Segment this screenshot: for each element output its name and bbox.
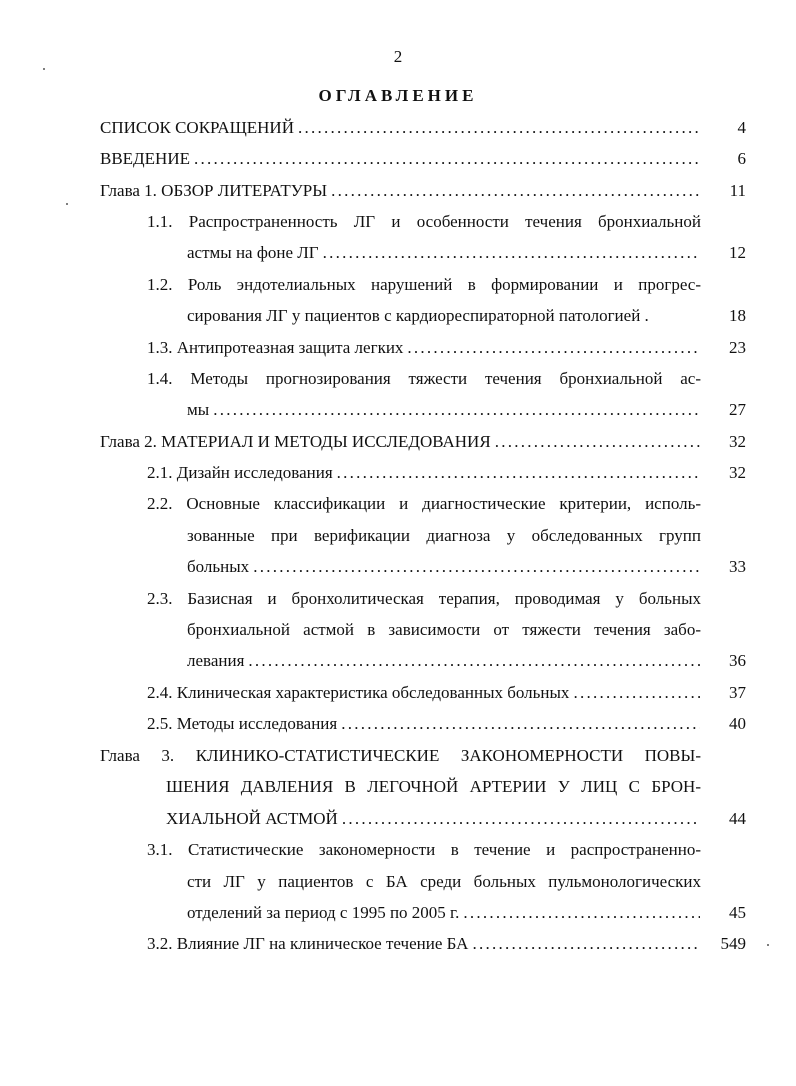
toc-page-number: 33 [729, 557, 746, 576]
toc-page-number: 36 [729, 651, 746, 670]
toc-entry-text: 3.2. Влияние ЛГ на клиническое течение БА [147, 934, 469, 953]
scan-speck [66, 203, 68, 205]
toc-entry-line [100, 432, 700, 452]
toc-heading: ОГЛАВЛЕНИЕ [318, 86, 478, 105]
toc-entry-text: ХИАЛЬНОЙ АСТМОЙ [166, 809, 338, 828]
toc-page-number: 4 [737, 118, 746, 137]
toc-page-number: 45 [729, 903, 746, 922]
toc-entry-text: 2.4. Клиническая характеристика обследованных больных [147, 683, 570, 702]
toc-page-number: 40 [729, 714, 746, 733]
toc-entry-text: 1.3. Антипротеазная защита легких [147, 338, 404, 357]
scan-speck [43, 68, 45, 70]
toc-page-number: 27 [729, 400, 746, 419]
page-number: 2 [393, 47, 403, 66]
toc-page-number: 6 [737, 149, 746, 168]
toc-entry-line [100, 149, 700, 169]
toc-entry-line [187, 903, 700, 923]
toc-entry-line: 2.3. Базисная и бронхолитическая терапия, проводимая у больных [147, 589, 701, 608]
toc-entry-line: 1.1. Распространенность ЛГ и особенности течения бронхиальной [147, 212, 701, 231]
toc-page-number: 37 [729, 683, 746, 702]
toc-entry-line: зованные при верификации диагноза у обследованных групп [187, 526, 701, 545]
toc-page-number: 549 [720, 934, 746, 953]
toc-entry-text: отделений за период с 1995 по 2005 г. [187, 903, 460, 922]
toc-entry-line [187, 557, 700, 577]
toc-entry-line [147, 934, 700, 954]
toc-entry-line [100, 118, 700, 138]
toc-entry-line [147, 714, 700, 734]
toc-entry-line: Глава 3. КЛИНИКО-СТАТИСТИЧЕСКИЕ ЗАКОНОМЕРНОСТИ ПОВЫ- [100, 746, 701, 765]
toc-entry-line [187, 400, 700, 420]
toc-entry-line: бронхиальной астмой в зависимости от тяжести течения забо- [187, 620, 701, 639]
toc-entry-text: Глава 1. ОБЗОР ЛИТЕРАТУРЫ [100, 181, 328, 200]
toc-entry-line: 3.1. Статистические закономерности в течение и распространенно- [147, 840, 701, 859]
toc-page-number: 12 [729, 243, 746, 262]
toc-entry-text: астмы на фоне ЛГ [187, 243, 319, 262]
toc-page-number: 11 [729, 181, 746, 200]
toc-entry-text: 2.1. Дизайн исследования [147, 463, 333, 482]
toc-entry-line [166, 809, 700, 829]
toc-page-number: 32 [729, 432, 746, 451]
toc-entry-text: СПИСОК СОКРАЩЕНИЙ [100, 118, 294, 137]
toc-entry-text: ВВЕДЕНИЕ [100, 149, 190, 168]
scan-speck [767, 944, 769, 946]
toc-page-number: 18 [729, 306, 746, 325]
toc-entry-line [100, 181, 700, 201]
toc-entry-text: Глава 2. МАТЕРИАЛ И МЕТОДЫ ИССЛЕДОВАНИЯ [100, 432, 491, 451]
toc-page-number: 44 [729, 809, 746, 828]
toc-entry-line: 2.2. Основные классификации и диагностические критерии, исполь- [147, 494, 701, 513]
toc-entry-text: больных [187, 557, 250, 576]
toc-entry-line: сирования ЛГ у пациентов с кардиореспираторной патологией . [187, 306, 649, 325]
toc-entry-line [147, 683, 700, 703]
toc-entry-line [187, 243, 700, 263]
toc-entry-line: 1.4. Методы прогнозирования тяжести течения бронхиальной ас- [147, 369, 701, 388]
toc-page-number: 32 [729, 463, 746, 482]
toc-entry-line: 1.2. Роль эндотелиальных нарушений в формировании и прогрес- [147, 275, 701, 294]
toc-entry-line: ШЕНИЯ ДАВЛЕНИЯ В ЛЕГОЧНОЙ АРТЕРИИ У ЛИЦ С БРОН- [166, 777, 701, 796]
toc-entry-text: левания [187, 651, 245, 670]
toc-page-number: 23 [729, 338, 746, 357]
toc-entry-line: сти ЛГ у пациентов с БА среди больных пульмонологических [187, 872, 701, 891]
toc-entry-line [187, 651, 700, 671]
toc-entry-text: мы [187, 400, 210, 419]
toc-entry-text: 2.5. Методы исследования [147, 714, 338, 733]
toc-entry-line [147, 338, 700, 358]
toc-entry-line [147, 463, 700, 483]
